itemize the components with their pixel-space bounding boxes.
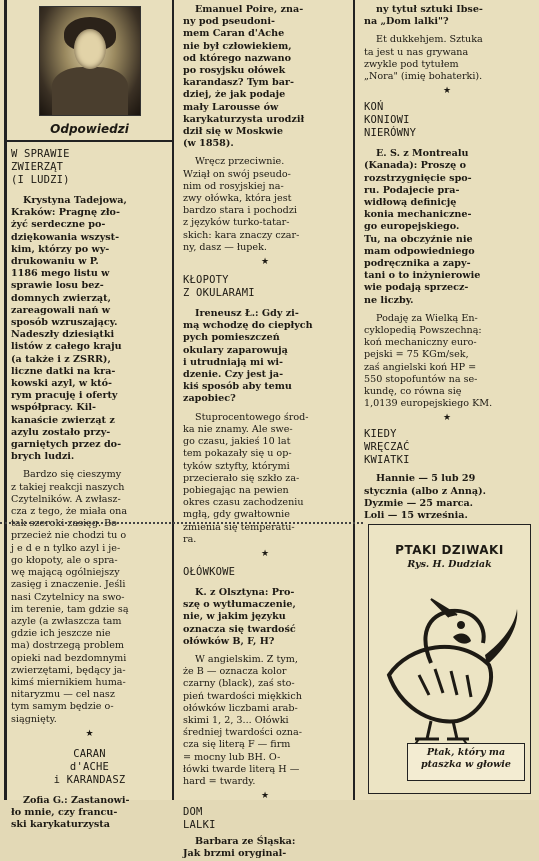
- text-line: kanaście zwierząt z: [11, 414, 115, 426]
- star-separator: ★: [260, 791, 270, 802]
- text-line: pobiegając na pewien: [183, 484, 289, 496]
- text-line: ka nie znamy. Ale swe-: [183, 423, 293, 435]
- text-line: hard = twardy.: [183, 775, 256, 787]
- text-line: Hannie — 5 lub 29: [376, 473, 476, 485]
- text-line: mem Caran d'Ache: [183, 28, 285, 40]
- text-line: brych ludzi.: [11, 451, 75, 463]
- text-line: podręcznika a zapy-: [364, 258, 471, 270]
- text-line: zmienia się temperatu-: [183, 521, 295, 533]
- text-line: kowski azyl, w któ-: [11, 378, 112, 390]
- text-line: im terenie, tam gdzie są: [11, 603, 129, 615]
- heading-okulary: Z OKULARAMI: [183, 287, 255, 300]
- text-line: Tu, na obczyźnie nie: [364, 233, 473, 245]
- answer-dom-lalki: [364, 34, 530, 83]
- text-line: pych pomieszczeń: [183, 332, 280, 344]
- heading-koniowi: KONIOWI: [364, 114, 410, 127]
- text-line: (a także i z ZSRR),: [11, 353, 111, 365]
- text-line: (Kanada): Proszę o: [364, 160, 466, 172]
- text-line: ta jest u nas grywana: [364, 46, 469, 58]
- portrait-photo: [39, 6, 141, 116]
- text-line: cza z tego, że miała ona: [11, 506, 128, 518]
- text-line: cza się literą F — firm: [183, 739, 291, 751]
- text-line: liczne datki na kra-: [11, 365, 116, 377]
- answer-karandasz: [183, 156, 347, 254]
- divider: [7, 140, 172, 142]
- text-line: skich: kara znaczy czar-: [183, 229, 300, 241]
- text-line: dziękowania wszyst-: [11, 231, 120, 243]
- text-line: okres czasu zachodzeniu: [183, 497, 304, 509]
- text-line: kimś miernikiem huma-: [11, 676, 126, 688]
- text-line: zwykle pod tytułem: [364, 58, 459, 70]
- text-line: mały Larousse ów: [183, 101, 279, 113]
- text-line: Emanuel Poire, zna-: [195, 4, 304, 15]
- text-line: Barbara ze Śląska:: [195, 836, 296, 848]
- text-line: Wziął on swój pseudo-: [183, 168, 291, 180]
- caption-line-2: ptaszka w głowie: [421, 759, 511, 770]
- text-line: nitaryzmu — cel nasz: [11, 689, 115, 701]
- text-line: że B — oznacza kolor: [183, 666, 287, 678]
- text-line: nim od rosyjskiej na-: [183, 180, 284, 192]
- text-line: Nadeszły dziesiątki: [11, 329, 115, 341]
- ptaki-dziwaki-cartoon: [368, 524, 531, 794]
- text-line: K. z Olsztyna: Pro-: [195, 586, 295, 598]
- text-line: wę mającą ogólniejszy: [11, 567, 120, 579]
- text-line: tym samym będzie o-: [11, 701, 114, 713]
- caption-line-1: Ptak, który ma: [426, 747, 506, 758]
- text-line: rym pracuję i oferty: [11, 390, 118, 402]
- text-line: tem pokazały się u op-: [183, 448, 292, 460]
- text-line: przecież nie chodzi tu o: [11, 530, 127, 542]
- letter-zofia-cont: [183, 4, 347, 150]
- text-line: konia mechaniczne-: [364, 209, 472, 221]
- section-title: Odpowiedzi: [50, 122, 129, 136]
- answer-kon: [364, 313, 530, 411]
- text-line: ski karykaturzysta: [11, 819, 110, 831]
- text-line: = mocny lub BH. O-: [183, 751, 281, 763]
- text-line: pejski = 75 KGm/sek,: [364, 349, 469, 361]
- heading-nierowny: NIERÓWNY: [364, 127, 417, 140]
- text-line: zareagowali nań w: [11, 304, 111, 316]
- star-separator: ★: [442, 86, 452, 97]
- heading-lalki: LALKI: [183, 819, 216, 832]
- dotted-divider: [0, 522, 363, 528]
- text-line: zaś angielski koń HP =: [364, 361, 477, 373]
- text-line: Bardzo się cieszymy: [23, 469, 122, 481]
- text-line: po rosyjsku ołówek: [183, 65, 286, 77]
- heading-w-sprawie: W SPRAWIE: [11, 148, 70, 160]
- text-line: E. S. z Montrealu: [376, 148, 469, 160]
- heading-dom: DOM: [183, 806, 203, 819]
- cartoon-caption: [407, 743, 525, 781]
- text-line: stycznia (albo z Anną).: [364, 485, 486, 497]
- text-line: kiś sposób aby temu: [183, 381, 292, 393]
- star-separator: ★: [260, 548, 270, 559]
- text-line: go czasu, jakieś 10 lat: [183, 436, 291, 448]
- text-line: 550 stopofuntów na se-: [364, 373, 478, 385]
- text-line: Stuprocentowego środ-: [195, 411, 309, 423]
- answer-olowki: [183, 654, 347, 788]
- text-line: ny pod pseudoni-: [183, 16, 275, 28]
- heading-kwiatki: KWIATKI: [364, 454, 410, 467]
- text-line: dzenie. Czy jest ja-: [183, 369, 284, 381]
- text-line: tak szeroki zasięg. Bo: [11, 518, 117, 530]
- heading-wreczac: WRĘCZAĆ: [364, 441, 410, 454]
- heading-zwierzat: ZWIERZĄT: [11, 161, 64, 173]
- text-line: średniej twardości ozna-: [183, 727, 302, 739]
- text-line: oznacza się twardość: [183, 623, 296, 635]
- text-line: Zofia G.: Zastanowi-: [23, 794, 130, 806]
- text-line: Krystyna Tadejowa,: [23, 195, 127, 206]
- text-line: 1186 mego listu w: [11, 268, 110, 280]
- text-line: Et dukkehjem. Sztuka: [376, 34, 483, 46]
- text-line: bardzo stara i pochodzi: [183, 205, 297, 217]
- text-line: Dyzmie — 25 marca.: [364, 497, 474, 509]
- cartoon-title: PTAKI DZIWAKI: [395, 543, 504, 557]
- text-line: karandasz? Tym bar-: [183, 77, 294, 89]
- text-line: nie, w jakim języku: [183, 611, 286, 623]
- text-line: rozstrzygnięcie spo-: [364, 172, 472, 184]
- column-1: [4, 0, 174, 831]
- heading-kon: KOŃ: [364, 101, 384, 114]
- text-line: Kraków: Pragnę zło-: [11, 207, 120, 219]
- text-line: W angielskim. Z tym,: [195, 653, 298, 665]
- heading-kiedy: KIEDY: [364, 428, 397, 441]
- text-line: szę o wytłumaczenie,: [183, 599, 296, 611]
- text-line: zapobiec?: [183, 393, 236, 405]
- text-line: kundę, co równa się: [364, 386, 462, 398]
- text-line: mą wchodzę do ciepłych: [183, 320, 313, 332]
- text-line: dził się w Moskwie: [183, 126, 283, 138]
- text-line: widłową definicję: [364, 197, 457, 209]
- text-line: go kłopoty, ale o spra-: [11, 554, 118, 566]
- answer-kwiatki: [364, 473, 530, 522]
- text-line: 1,0139 europejskiego KM.: [364, 398, 493, 410]
- text-line: Jak brzmi oryginal-: [183, 848, 287, 860]
- text-line: ma) dostrzegą problem: [11, 640, 125, 652]
- text-line: ra.: [183, 533, 197, 545]
- heading-karandasz: i KARANDASZ: [53, 773, 126, 786]
- text-line: cyklopedią Powszechną:: [364, 325, 482, 337]
- text-line: koń mechaniczny euro-: [364, 337, 477, 349]
- column-2: [177, 0, 355, 860]
- text-line: przecierało się szkło za-: [183, 472, 300, 484]
- text-line: ne liczby.: [364, 294, 414, 306]
- text-line: pień twardości miękkich: [183, 690, 302, 702]
- text-line: opieki nad bezdomnymi: [11, 652, 127, 664]
- text-line: ny, dasz — łupek.: [183, 241, 267, 253]
- text-line: gdzie ich jeszcze nie: [11, 628, 111, 640]
- heading-caran: CARAN: [73, 747, 106, 760]
- text-line: azylu zostało przy-: [11, 426, 111, 438]
- letter-barbara: [183, 836, 347, 860]
- text-line: dziej, że jak podaje: [183, 89, 286, 101]
- heading-olowkowe: OŁÓWKOWE: [183, 565, 236, 578]
- text-line: domnych zwierząt,: [11, 292, 111, 304]
- text-line: j e d e n tylko azyl i je-: [11, 542, 121, 554]
- heading-i-ludzi: (I LUDZI): [11, 174, 70, 186]
- text-line: ny tytuł sztuki Ibse-: [376, 4, 483, 15]
- text-line: ło mnie, czy francu-: [11, 806, 118, 818]
- text-line: nasi Czytelnicy na swo-: [11, 591, 125, 603]
- text-line: łówki twarde literą H —: [183, 763, 300, 775]
- text-line: współpracy. Kil-: [11, 402, 97, 414]
- text-line: „Nora" (imię bohaterki).: [364, 71, 483, 83]
- text-line: mgłą, gdy gwałtownie: [183, 509, 290, 521]
- text-line: ru. Podajecie pra-: [364, 184, 460, 196]
- heading-dache: d'ACHE: [69, 760, 110, 773]
- text-line: go europejskiego.: [364, 221, 460, 233]
- text-line: Loli — 15 września.: [364, 510, 468, 522]
- text-line: kim, którzy po wy-: [11, 243, 110, 255]
- text-line: czarny (black), zaś sto-: [183, 678, 295, 690]
- answer-tadejowa: [11, 469, 168, 725]
- text-line: (w 1858).: [183, 138, 234, 150]
- text-line: na „Dom lalki"?: [364, 16, 449, 28]
- text-line: zwierzętami, będący ja-: [11, 664, 126, 676]
- text-line: skimi 1, 2, 3... Ołówki: [183, 714, 289, 726]
- letter-montreal: [364, 148, 530, 307]
- text-line: karykaturzysta urodził: [183, 113, 305, 125]
- text-line: listów z całego kraju: [11, 341, 122, 353]
- text-line: Wręcz przeciwnie.: [195, 156, 285, 168]
- text-line: tani o to inżynierowie: [364, 270, 481, 282]
- heading-klopoty: KŁOPOTY: [183, 274, 229, 287]
- text-line: drukowaniu w P.: [11, 256, 99, 268]
- star-separator: ★: [260, 257, 270, 268]
- letter-olsztyn: [183, 587, 347, 648]
- letter-ireneusz: [183, 308, 347, 406]
- star-separator: ★: [85, 728, 94, 739]
- text-line: okulary zaparowują: [183, 344, 288, 356]
- text-line: zasięg i znaczenie. Jeśli: [11, 579, 126, 591]
- letter-tadejowa: [11, 195, 168, 463]
- text-line: garniętych przez do-: [11, 439, 122, 451]
- text-line: wie podają sprzecz-: [364, 282, 469, 294]
- star-separator: ★: [442, 413, 452, 424]
- text-line: ołówków liczbami arab-: [183, 702, 298, 714]
- text-line: azyle (a zwłaszcza tam: [11, 615, 122, 627]
- text-line: Ireneusz Ł.: Gdy zi-: [195, 308, 299, 320]
- text-line: tyków sztyfty, którymi: [183, 460, 290, 472]
- text-line: mam odpowiedniego: [364, 245, 475, 257]
- text-line: sposób wzruszający.: [11, 317, 118, 329]
- text-line: z języków turko-tatar-: [183, 217, 290, 229]
- letter-zofia: [11, 795, 168, 832]
- text-line: żyć serdeczne po-: [11, 219, 106, 231]
- text-line: Podaję za Wielką En-: [376, 312, 478, 324]
- text-line: sprawie losu bez-: [11, 280, 104, 292]
- text-line: z takiej reakcji naszych: [11, 481, 125, 493]
- text-line: siągnięty.: [11, 713, 57, 725]
- cartoon-credit: Rys. H. Dudziak: [407, 559, 492, 570]
- text-line: Czytelników. A zwłasz-: [11, 493, 121, 505]
- text-line: zwy ołówka, która jest: [183, 193, 292, 205]
- text-line: ołówków B, F, H?: [183, 635, 275, 647]
- text-line: nie był człowiekiem,: [183, 40, 292, 52]
- text-line: i utrudniają mi wi-: [183, 356, 284, 368]
- text-line: od którego nazwano: [183, 52, 292, 64]
- letter-barbara-cont: [364, 4, 530, 28]
